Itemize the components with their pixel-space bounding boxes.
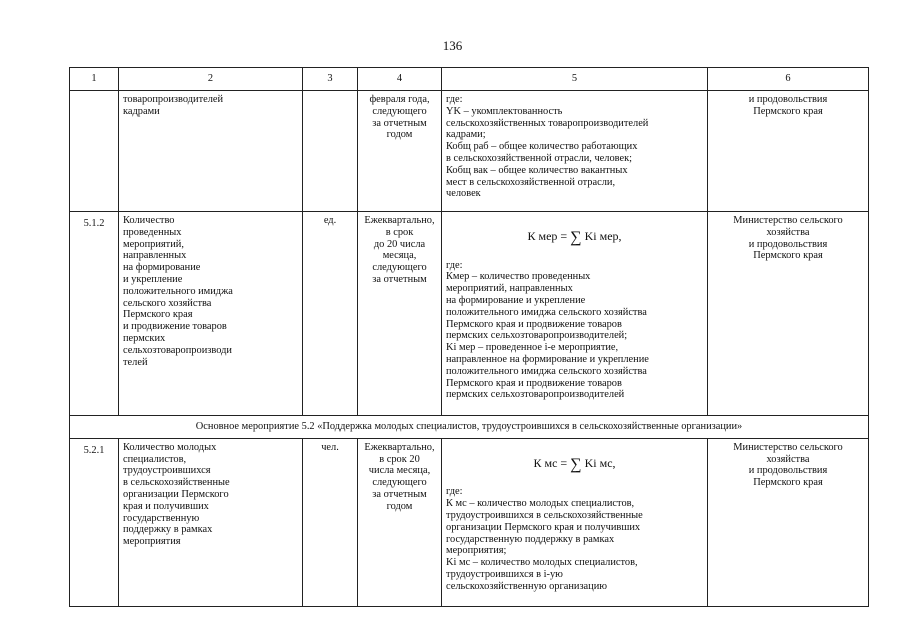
responsible-cell: Министерство сельского хозяйства и продовольствия Пермского края — [708, 438, 869, 607]
formula-right: Ki мер, — [581, 228, 622, 243]
methodology-text: где: YK – укомплектованность сельскохозяйственных товаропроизводителей кадрами; Кобщ раб – общее количество работающих в сельскохозяйственной отрасли, человек; Кобщ вак – общее количество вакантных мест в сельскохозяйственной отрасли, человек — [446, 94, 649, 200]
deadline-cell: Ежеквартально, в срок до 20 числа месяца, следующего за отчетным — [358, 212, 442, 416]
unit-cell: ед. — [303, 212, 358, 416]
unit-cell: чел. — [303, 438, 358, 607]
column-number-row — [70, 68, 869, 91]
column-number: 6 — [708, 68, 869, 91]
methodology-text: где: К мс – количество молодых специалистов, трудоустроившихся в сельскохозяйственные организации Пермского края и получивших государственную поддержку в рамках мероприятия; Ki мс – количество молодых специалистов, трудоустроившихся в i-ую сельскохозяйственную организацию — [446, 486, 643, 592]
sum-sign-icon: ∑ — [570, 228, 582, 246]
deadline-cell: Ежеквартально, в срок 20 числа месяца, следующего за отчетным годом — [358, 438, 442, 607]
responsible-cell: Министерство сельского хозяйства и продовольствия Пермского края — [708, 212, 869, 416]
methodology-cell — [442, 91, 708, 212]
column-number: 5 — [442, 68, 708, 91]
responsible-cell: и продовольствия Пермского края — [708, 91, 869, 212]
formula-right: Ki мс, — [581, 455, 616, 470]
indicator-name: Количество молодых специалистов, трудоустроившихся в сельскохозяйственные организации Пермского края и получивших государственную поддержку в рамках мероприятия — [119, 438, 303, 607]
sum-sign-icon: ∑ — [570, 455, 582, 473]
indicator-name: товаропроизводителей кадрами — [119, 91, 303, 212]
formula — [446, 227, 703, 248]
table-row — [70, 91, 869, 212]
table-row — [70, 212, 869, 416]
row-number — [70, 91, 119, 212]
section-title: Основное мероприятие 5.2 «Поддержка молодых специалистов, трудоустроившихся в сельскохозяйственные организации» — [70, 415, 869, 438]
column-number: 1 — [70, 68, 119, 91]
unit-cell — [303, 91, 358, 212]
page-number: 136 — [442, 38, 463, 53]
methodology-cell — [442, 438, 708, 607]
indicator-name: Количество проведенных мероприятий, направленных на формирование и укрепление положительного имиджа сельского хозяйства Пермского края и продвижение товаров пермских сельхозтоваропроизводи телей — [119, 212, 303, 416]
column-number: 2 — [119, 68, 303, 91]
formula — [446, 454, 703, 475]
deadline-cell: февраля года, следующего за отчетным годом — [358, 91, 442, 212]
methodology-text: где: Кмер – количество проведенных мероприятий, направленных на формирование и укрепление положительного имиджа сельского хозяйства Пермского края и продвижение товаров пермских сельхозтоваропроизводителей; Ki мер – проведенное i-е мероприятие, направленное на формирование и укрепление положительного имиджа сельского хозяйства Пермского края и продвижение товаров пермских сельхозтоваропроизводителей — [446, 259, 649, 401]
column-number: 3 — [303, 68, 358, 91]
indicators-table — [69, 67, 869, 607]
column-number: 4 — [358, 68, 442, 91]
row-number: 5.1.2 — [70, 212, 119, 416]
formula-left: К мер = — [527, 228, 571, 243]
formula-left: К мс = — [533, 455, 571, 470]
methodology-cell — [442, 212, 708, 416]
section-row — [70, 415, 869, 438]
table-row — [70, 438, 869, 607]
row-number: 5.2.1 — [70, 438, 119, 607]
